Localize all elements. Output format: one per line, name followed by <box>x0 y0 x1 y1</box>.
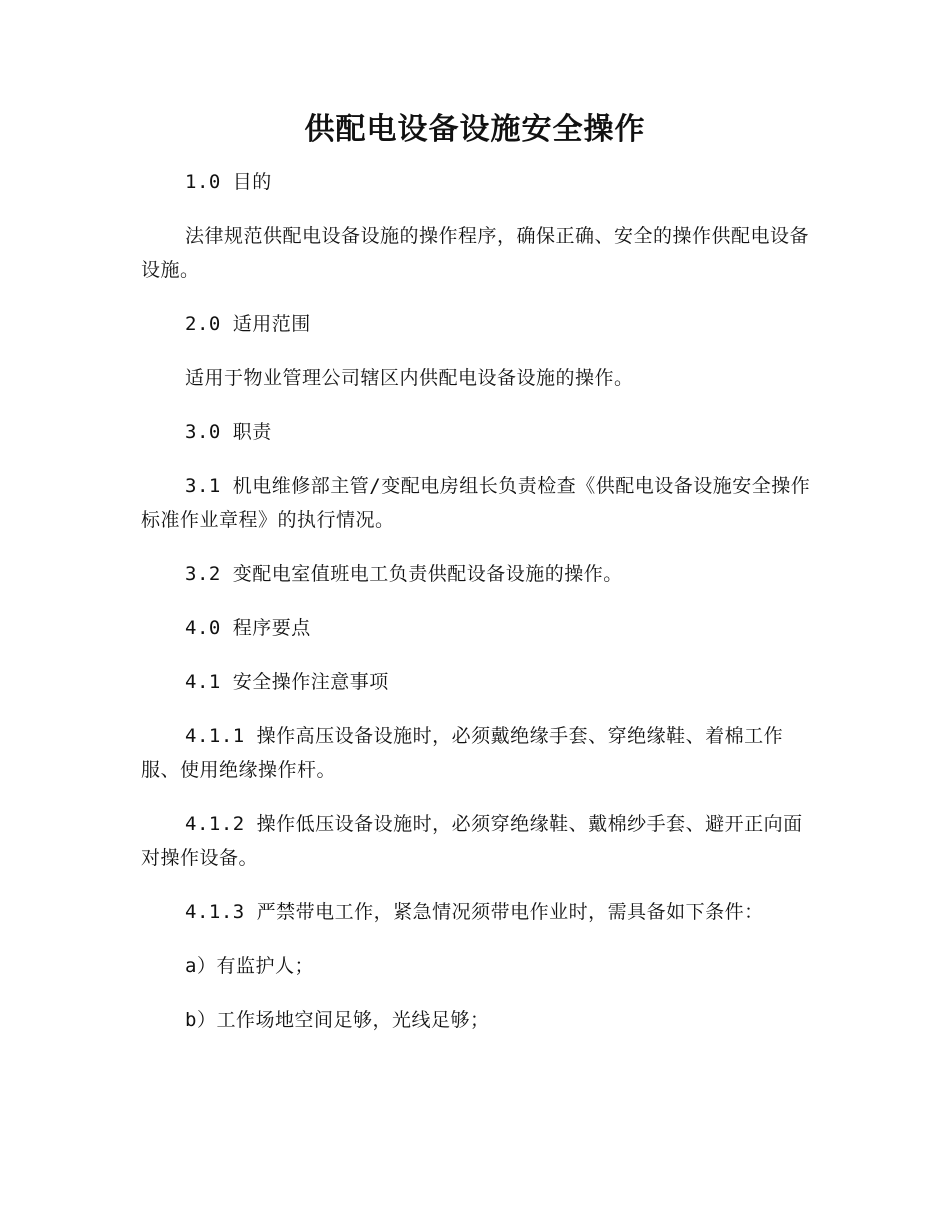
paragraph-responsibility-3-1: 3.1 机电维修部主管/变配电房组长负责检查《供配电设备设施安全操作标准作业章程》的执行情况。 <box>141 475 811 531</box>
paragraph-scope: 适用于物业管理公司辖区内供配电设备设施的操作。 <box>185 367 634 389</box>
section-heading-purpose: 1.0 目的 <box>185 171 272 193</box>
subsection-heading-safety: 4.1 安全操作注意事项 <box>185 671 389 693</box>
list-item-a: a）有监护人； <box>185 955 314 977</box>
section-heading-responsibility: 3.0 职责 <box>185 421 272 443</box>
paragraph-safety-4-1-2: 4.1.2 操作低压设备设施时，必须穿绝缘鞋、戴棉纱手套、避开正向面对操作设备。 <box>141 813 803 869</box>
paragraph-safety-4-1-3: 4.1.3 严禁带电工作，紧急情况须带电作业时，需具备如下条件： <box>185 901 764 923</box>
paragraph-responsibility-3-2: 3.2 变配电室值班电工负责供配设备设施的操作。 <box>185 563 623 585</box>
list-item-b: b）工作场地空间足够，光线足够； <box>185 1009 490 1031</box>
section-heading-procedure: 4.0 程序要点 <box>185 617 311 639</box>
document-title: 供配电设备设施安全操作 <box>304 112 646 147</box>
section-heading-scope: 2.0 适用范围 <box>185 313 311 335</box>
paragraph-safety-4-1-1: 4.1.1 操作高压设备设施时，必须戴绝缘手套、穿绝缘鞋、着棉工作服、使用绝缘操作杆。 <box>141 725 784 781</box>
paragraph-purpose: 法律规范供配电设备设施的操作程序，确保正确、安全的操作供配电设备设施。 <box>141 225 810 281</box>
document-body <box>141 165 811 1057</box>
